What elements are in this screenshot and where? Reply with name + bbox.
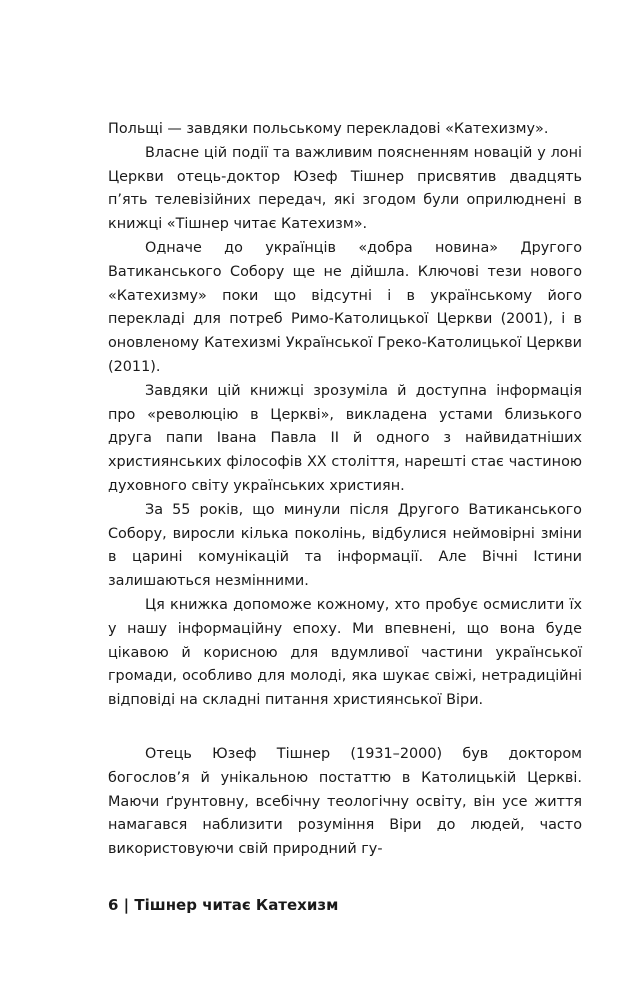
page-number: 6 [108, 896, 119, 914]
paragraph: Отець Юзеф Тішнер (1931–2000) був доктором богослов’я й унікальною постаттю в Католицькій Церкві. Маючи ґрунтовну, всебічну теологічну освіту, він усе життя намагався наблизити розуміння Віри до людей, часто використовуючи свій природний гу- [108, 746, 582, 858]
paragraph: Власне цій події та важливим поясненням новацій у лоні Церкви отець-доктор Юзеф Тішнер присвятив двадцять п’ять телевізійних передач, які згодом були оприлюднені в книжці «Тішнер читає Катехизм». [108, 144, 582, 233]
paragraph: Одначе до українців «добра новина» Другого Ватиканського Собору ще не дійшла. Ключові тези нового «Катехизму» поки що відсутні і в українському його перекладі для потреб Римо-Католицької Церкви (2001), і в оновленому Катехизмі Української Греко-Католицької Церкви (2011). [108, 239, 582, 375]
book-page [108, 0, 582, 1000]
paragraph: За 55 років, що минули після Другого Ватиканського Собору, виросли кілька поколінь, відбулися неймовірні зміни в царині комунікацій та інформації. Але Вічні Істини залишаються незмінними. [108, 501, 582, 590]
paragraph: Завдяки цій книжці зрозуміла й доступна інформація про «революцію в Церкві», викладена устами близького друга папи Івана Павла II й одного з найвидатніших християнських філософів XX століття, нарешті стає частиною духовного світу українських християн. [108, 382, 582, 494]
paragraph: Ця книжка допоможе кожному, хто пробує осмислити їх у нашу інформаційну епоху. Ми впевнені, що вона буде цікавою й корисною для вдумливої частини української громади, особливо для молоді, яка шукає свіжі, нетрадиційні відповіді на складні питання християнської Віри. [108, 596, 582, 709]
main-text [108, 118, 582, 713]
running-title: Тішнер читає Катехизм [134, 896, 339, 914]
paragraph: Польщі — завдяки польському перекладові «Катехизму». [108, 121, 549, 137]
page-footer [108, 895, 338, 915]
author-bio-text [108, 743, 582, 862]
footer-separator: | [123, 896, 130, 914]
